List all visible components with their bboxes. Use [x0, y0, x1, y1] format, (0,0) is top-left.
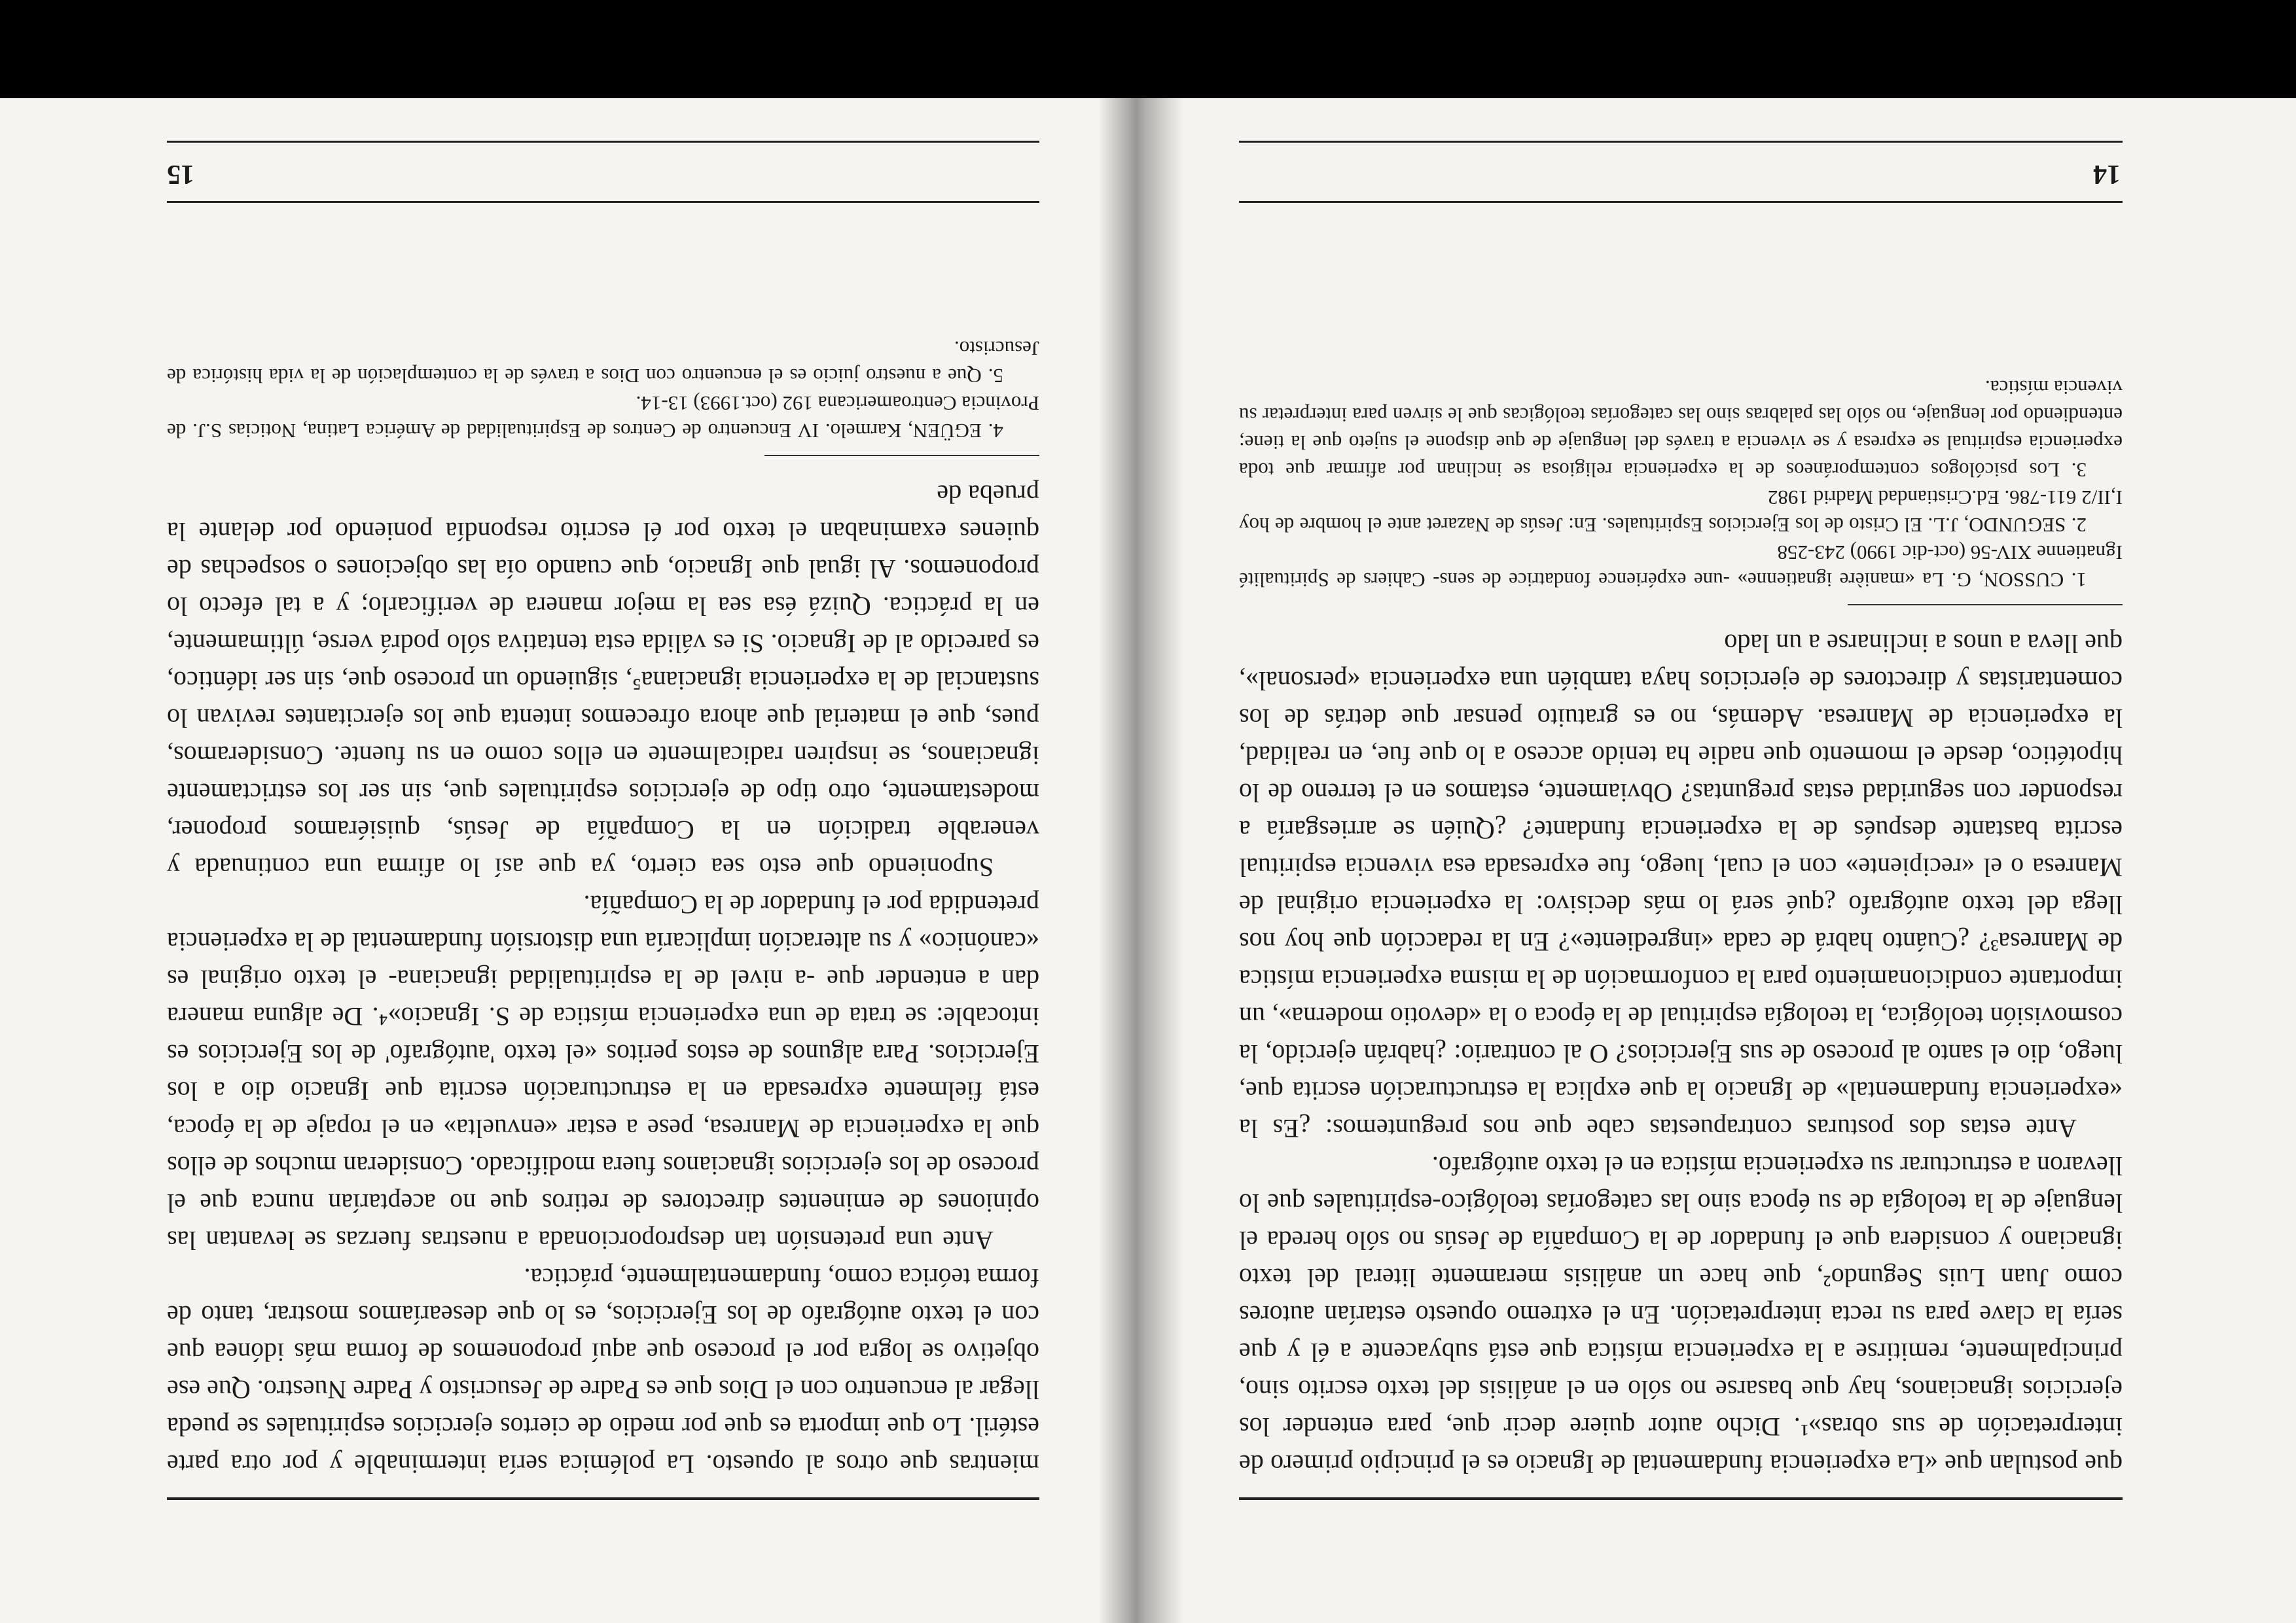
paragraph: Suponiendo que esto sea cierto, ya que así lo afirma una continuada y venerable tradición en la Compañía de Jesús, quisiéramos proponer, modestamente, otro tipo de ejercicios espirituales que, sin ser los estrictamente ignacianos, se inspiren radicalmente en ellos como en su fuente. Consideramos, pues, que el material que ahora ofrecemos intenta que los ejercitantes revivan lo sustancial de la experiencia ignaciana⁵, siguiendo un proceso que, sin ser idéntico, es parecido al de Ignacio. Si es válida esta tentativa sólo podrá verse, últimamente, en la práctica. Quizá ésa sea la mejor manera de verificarlo; y a tal efecto lo proponemos. Al igual que Ignacio, que cuando oía las objeciones o sospechas de quienes examinaban el texto por él escrito respondía poniendo por delante la prueba de — [167, 480, 1039, 882]
footnotes — [167, 334, 1039, 444]
paragraph: que postulan que «La experiencia fundamental de Ignacio es el principio primero de interpretación de sus obras»¹. Dicho autor quiere decir que, para entender los ejercicios ignacianos, hay que basarse no sólo en el análisis del texto escrito sino, principalmente, remitirse a la experiencia mística que está subyacente a él y que sería la clave para su recta interpretación. En el extremo opuesto estarían autores como Juan Luis Segundo², que hace un análisis meramente literal del texto ignaciano y considera que el fundador de la Compañía de Jesús no sólo hereda el lenguaje de la teología de su época sino las categorías teológico-espirituales que lo llevaron a estructurar su experiencia mística en el texto autógrafo. — [1239, 1151, 2123, 1479]
footer-rule — [1239, 141, 2123, 143]
footnote: 4. EGÜEN, Karmelo. IV Encuentro de Centros de Espiritualidad de América Latina, Noticias S.J. de Provincia Centroamericana 192 (oct.1993) 13-14. — [167, 392, 1039, 442]
body-text — [167, 476, 1039, 1483]
book-page-right — [0, 0, 1147, 1623]
header-rule — [167, 1497, 1039, 1500]
footnotes — [1239, 374, 2123, 594]
body-text — [1239, 625, 2123, 1483]
scanner-edge — [0, 0, 2296, 98]
paragraph: Ante estas dos posturas contrapuestas cabe que nos preguntemos: ¿Es la «experiencia fundamental» de Ignacio la que explica la estructuración escrita que, luego, dio el santo al proceso de sus Ejercicios? O al contrario: ¿habrán ejercido, la cosmovisión teológica, la teología espiritual de la época o la «devotio moderna», un importante condicionamiento para la conformación de la misma experiencia mística de Manresa³? ¿Cuánto habrá de cada «ingrediente»? En la redacción que hoy nos llega del texto autógrafo ¿qué será lo más decisivo: la experiencia original de Manresa o el «recipiente» con el cual, luego, fue expresada esa vivencia espiritual escrita bastante después de la experiencia fundante? ¿Quién se arriesgaría a responder con seguridad estas preguntas? Obviamente, estamos en el terreno de lo hipotético, desde el momento que nadie ha tenido acceso a lo que fue, en realidad, la experiencia de Manresa. Además, no es gratuito pensar que detrás de los comentaristas y directores de ejercicios haya también una experiencia «personal», que lleva a unos a inclinarse a un lado — [1239, 629, 2123, 1143]
book-page-left — [1147, 0, 2296, 1623]
page-number: 14 — [2093, 159, 2121, 189]
footer-rule — [167, 141, 1039, 143]
paragraph: mientras que otros al opuesto. La polémica sería interminable y por otra parte estéril. Lo que importa es que por medio de ciertos ejercicios espirituales se pueda llegar al encuentro con el Dios que es Padre de Jesucristo y Padre Nuestro. Que ese objetivo se logra por el proceso que aquí proponemos de forma más idónea que con el texto autógrafo de los Ejercicios, es lo que desearíamos mostrar, tanto de forma teórica como, fundamentalmente, práctica. — [167, 1263, 1039, 1479]
footnote-separator — [764, 455, 1039, 456]
header-rule — [1239, 1497, 2123, 1500]
footnote: 2. SEGUNDO, J.L. El Cristo de los Ejercicios Espirituales. En: Jesús de Nazaret ante el hombre de hoy I,II/2 611-786. Ed.Cristiandad Madrid 1982 — [1239, 486, 2123, 537]
paragraph: Ante una pretensión tan desproporcionada a nuestras fuerzas se levantan las opiniones de eminentes directores de retiros que no aceptarían nunca que el proceso de los ejercicios ignacianos fuera modificado. Consideran muchos de ellos que la experiencia de Manresa, pese a estar «envuelta» en el ropaje de la época, está fielmente expresada en la estructuración escrita que Ignacio dio a los Ejercicios. Para algunos de estos peritos «el texto 'autógrafo' de los Ejercicios es intocable: se trata de una experiencia mística de S. Ignacio»⁴. De alguna manera dan a entender que -a nivel de la espiritualidad ignaciana- el texto original es «canónico» y su alteración implicaría una distorsión fundamental de la experiencia pretendida por el fundador de la Compañía. — [167, 890, 1039, 1255]
footnote: 1. CUSSON, G. La «manière ignatienne» -une expérience fondatrice de sens- Cahiers de Spiritualité Ignatienne XIV-56 (oct-dic 1990) 243-258 — [1239, 541, 2123, 592]
footnote-separator — [1848, 604, 2123, 605]
footer-rule — [167, 201, 1039, 203]
page-number: 15 — [167, 159, 194, 189]
footnote: 3. Los psicólogos contemporáneos de la experiencia religiosa se inclinan por afirmar que toda experiencia espiritual se expresa y se vivencia a través del lenguaje de que dispone el sujeto que la tiene; entendiendo por lenguaje, no sólo las palabras sino las categorías teológicas que le sirven para interpretar su vivencia mística. — [1239, 376, 2123, 482]
footer-rule — [1239, 201, 2123, 203]
footnote: 5. Que a nuestro juicio es el encuentro con Dios a través de la contemplación de la vida histórica de Jesucristo. — [167, 337, 1039, 387]
